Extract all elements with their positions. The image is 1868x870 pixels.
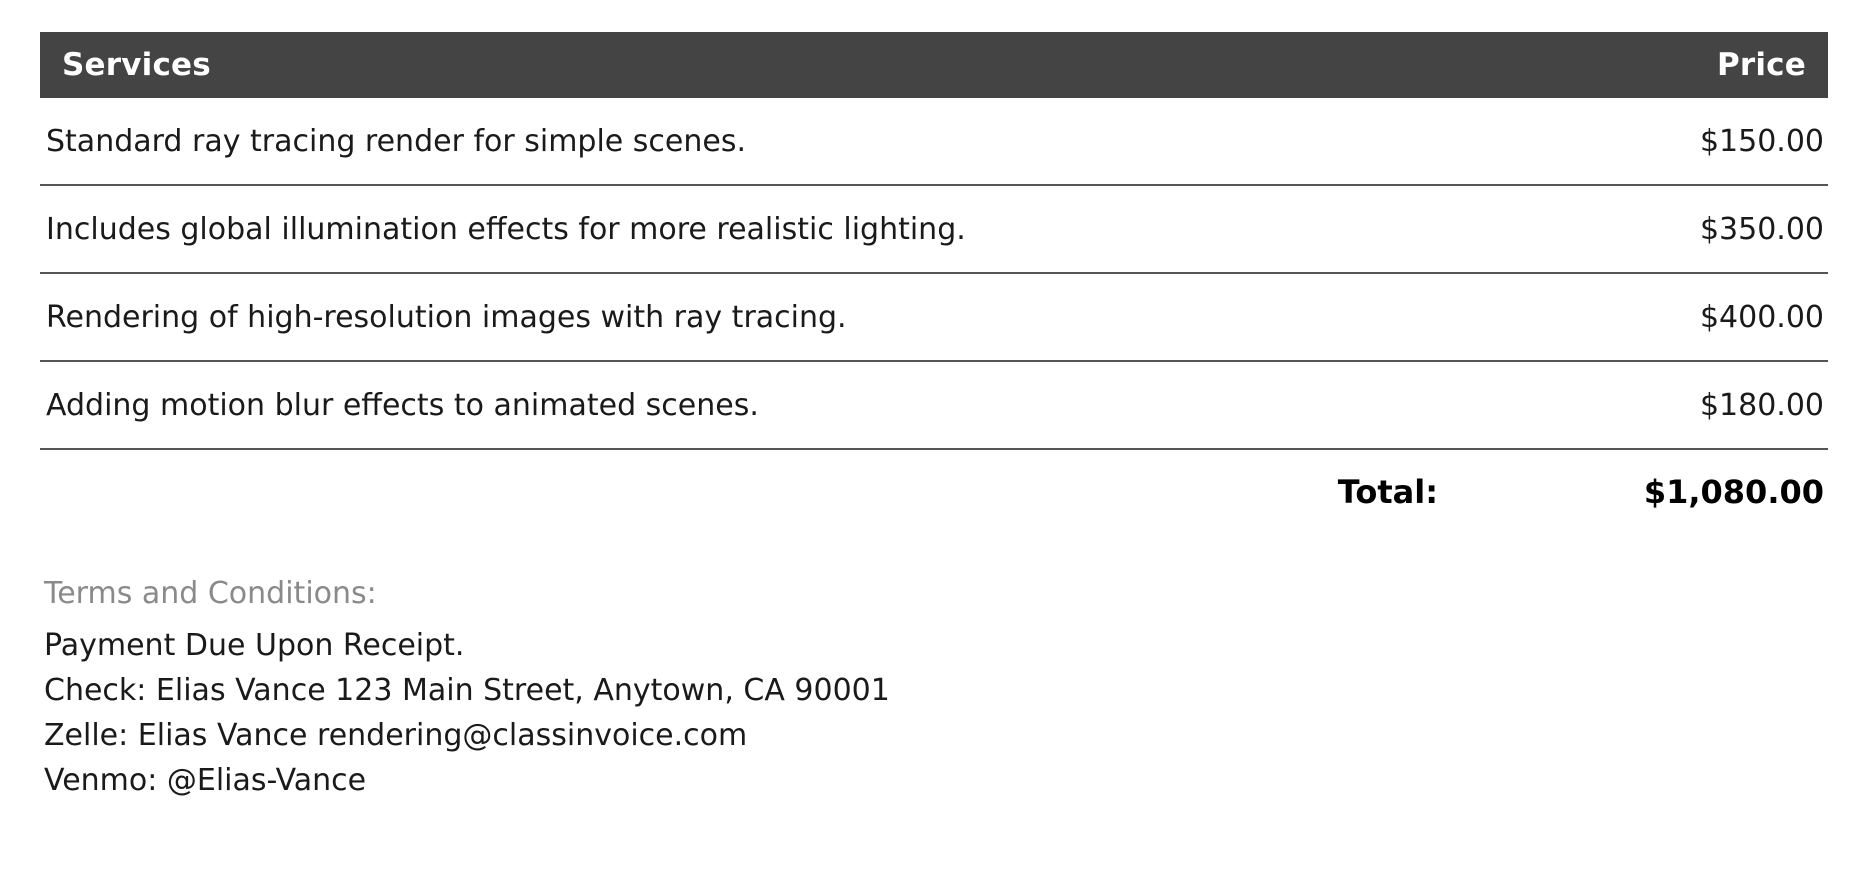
table-row [40, 185, 1828, 273]
service-price: $180.00 [1476, 361, 1828, 449]
service-description: Adding motion blur effects to animated scenes. [40, 361, 1476, 449]
service-description: Includes global illumination effects for more realistic lighting. [40, 185, 1476, 273]
table-header-row [40, 32, 1828, 98]
services-price-table [40, 32, 1828, 534]
service-description: Standard ray tracing render for simple scenes. [40, 98, 1476, 185]
terms-line-venmo: Venmo: @Elias-Vance [44, 763, 367, 798]
table-row [40, 361, 1828, 449]
total-value: $1,080.00 [1643, 473, 1824, 511]
service-description: Rendering of high-resolution images with ray tracing. [40, 273, 1476, 361]
table-total-row [40, 449, 1828, 534]
service-price: $150.00 [1476, 98, 1828, 185]
table-header [40, 32, 1828, 98]
terms-line-payment: Payment Due Upon Receipt. [44, 628, 465, 663]
service-price: $350.00 [1476, 185, 1828, 273]
total-label: Total: [1337, 473, 1438, 511]
terms-line-zelle: Zelle: Elias Vance rendering@classinvoice.com [44, 718, 748, 753]
table-row [40, 98, 1828, 185]
column-header-price: Price [1716, 47, 1806, 83]
terms-title: Terms and Conditions: [44, 576, 377, 611]
column-header-services: Services [62, 47, 211, 83]
table-body [40, 98, 1828, 534]
terms-and-conditions-section [40, 576, 1828, 803]
service-price: $400.00 [1476, 273, 1828, 361]
terms-line-check: Check: Elias Vance 123 Main Street, Anytown, CA 90001 [44, 673, 890, 708]
table-row [40, 273, 1828, 361]
